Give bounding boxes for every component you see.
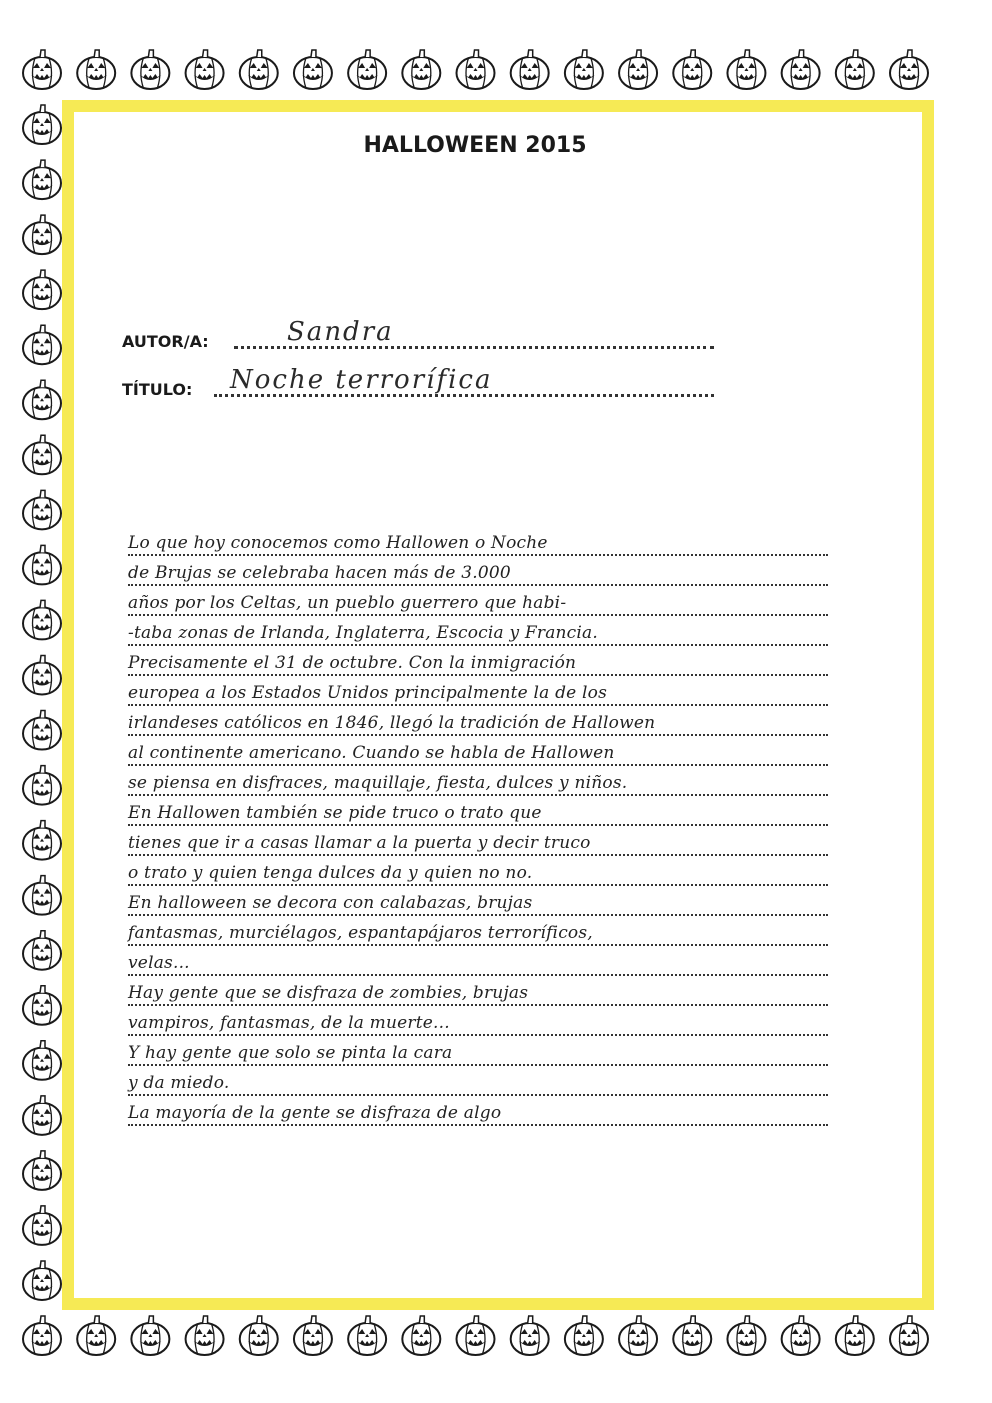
jack-o-lantern-icon	[131, 50, 169, 89]
jack-o-lantern-icon	[23, 931, 61, 970]
text-line: vampiros, fantasmas, de la muerte...	[128, 1006, 828, 1036]
text-line: años por los Celtas, un pueblo guerrero que habi-	[128, 586, 828, 616]
text-line: o trato y quien tenga dulces da y quien no no.	[128, 856, 828, 886]
text-line: y da miedo.	[128, 1066, 828, 1096]
jack-o-lantern-icon	[402, 1316, 440, 1355]
jack-o-lantern-icon	[782, 50, 820, 89]
jack-o-lantern-icon	[511, 1316, 549, 1355]
jack-o-lantern-icon	[23, 600, 61, 639]
text-line: se piensa en disfraces, maquillaje, fiesta, dulces y niños.	[128, 766, 828, 796]
text-line: europea a los Estados Unidos principalmente la de los	[128, 676, 828, 706]
jack-o-lantern-icon	[23, 50, 61, 89]
jack-o-lantern-icon	[890, 50, 928, 89]
jack-o-lantern-icon	[23, 1316, 61, 1355]
jack-o-lantern-icon	[782, 1316, 820, 1355]
text-line: La mayoría de la gente se disfraza de algo	[128, 1096, 828, 1126]
jack-o-lantern-icon	[131, 1316, 169, 1355]
text-line: Lo que hoy conocemos como Hallowen o Noche	[128, 526, 828, 556]
jack-o-lantern-icon	[23, 1151, 61, 1190]
jack-o-lantern-icon	[890, 1316, 928, 1355]
title-label: TÍTULO:	[122, 380, 193, 399]
jack-o-lantern-icon	[457, 1316, 495, 1355]
text-line: Y hay gente que solo se pinta la cara	[128, 1036, 828, 1066]
jack-o-lantern-icon	[23, 1041, 61, 1080]
jack-o-lantern-icon	[240, 50, 278, 89]
text-line: al continente americano. Cuando se habla de Hallowen	[128, 736, 828, 766]
author-value: Sandra	[287, 317, 394, 347]
text-line: fantasmas, murciélagos, espantapájaros terroríficos,	[128, 916, 828, 946]
jack-o-lantern-icon	[565, 1316, 603, 1355]
jack-o-lantern-icon	[23, 215, 61, 254]
text-line: En halloween se decora con calabazas, brujas	[128, 886, 828, 916]
handwritten-text	[128, 526, 833, 1126]
jack-o-lantern-icon	[77, 50, 115, 89]
jack-o-lantern-icon	[727, 1316, 765, 1355]
jack-o-lantern-icon	[727, 50, 765, 89]
page-title: HALLOWEEN 2015	[363, 133, 587, 158]
jack-o-lantern-icon	[294, 50, 332, 89]
jack-o-lantern-icon	[673, 1316, 711, 1355]
author-field	[122, 315, 722, 355]
jack-o-lantern-icon	[23, 876, 61, 915]
jack-o-lantern-icon	[23, 711, 61, 750]
jack-o-lantern-icon	[23, 545, 61, 584]
text-line: tienes que ir a casas llamar a la puerta y decir truco	[128, 826, 828, 856]
jack-o-lantern-icon	[23, 270, 61, 309]
jack-o-lantern-icon	[511, 50, 549, 89]
jack-o-lantern-icon	[619, 1316, 657, 1355]
jack-o-lantern-icon	[23, 766, 61, 805]
jack-o-lantern-icon	[348, 50, 386, 89]
author-label: AUTOR/A:	[122, 332, 209, 351]
text-line: En Hallowen también se pide truco o trato que	[128, 796, 828, 826]
jack-o-lantern-icon	[23, 655, 61, 694]
jack-o-lantern-icon	[23, 1261, 61, 1300]
jack-o-lantern-icon	[23, 380, 61, 419]
jack-o-lantern-icon	[23, 821, 61, 860]
jack-o-lantern-icon	[294, 1316, 332, 1355]
jack-o-lantern-icon	[77, 1316, 115, 1355]
jack-o-lantern-icon	[619, 50, 657, 89]
jack-o-lantern-icon	[23, 490, 61, 529]
jack-o-lantern-icon	[23, 435, 61, 474]
jack-o-lantern-icon	[673, 50, 711, 89]
jack-o-lantern-icon	[23, 160, 61, 199]
jack-o-lantern-icon	[186, 50, 224, 89]
jack-o-lantern-icon	[23, 1096, 61, 1135]
jack-o-lantern-icon	[565, 50, 603, 89]
text-line: velas...	[128, 946, 828, 976]
text-line: -taba zonas de Irlanda, Inglaterra, Escocia y Francia.	[128, 616, 828, 646]
jack-o-lantern-icon	[23, 325, 61, 364]
jack-o-lantern-icon	[402, 50, 440, 89]
title-value: Noche terrorífica	[230, 365, 493, 395]
text-line: de Brujas se celebraba hacen más de 3.000	[128, 556, 828, 586]
text-line: Precisamente el 31 de octubre. Con la inmigración	[128, 646, 828, 676]
jack-o-lantern-icon	[836, 50, 874, 89]
title-field	[122, 363, 722, 403]
jack-o-lantern-icon	[23, 986, 61, 1025]
jack-o-lantern-icon	[348, 1316, 386, 1355]
jack-o-lantern-icon	[836, 1316, 874, 1355]
jack-o-lantern-icon	[457, 50, 495, 89]
jack-o-lantern-icon	[186, 1316, 224, 1355]
text-line: Hay gente que se disfraza de zombies, brujas	[128, 976, 828, 1006]
text-line: irlandeses católicos en 1846, llegó la tradición de Hallowen	[128, 706, 828, 736]
jack-o-lantern-icon	[240, 1316, 278, 1355]
jack-o-lantern-icon	[23, 1206, 61, 1245]
